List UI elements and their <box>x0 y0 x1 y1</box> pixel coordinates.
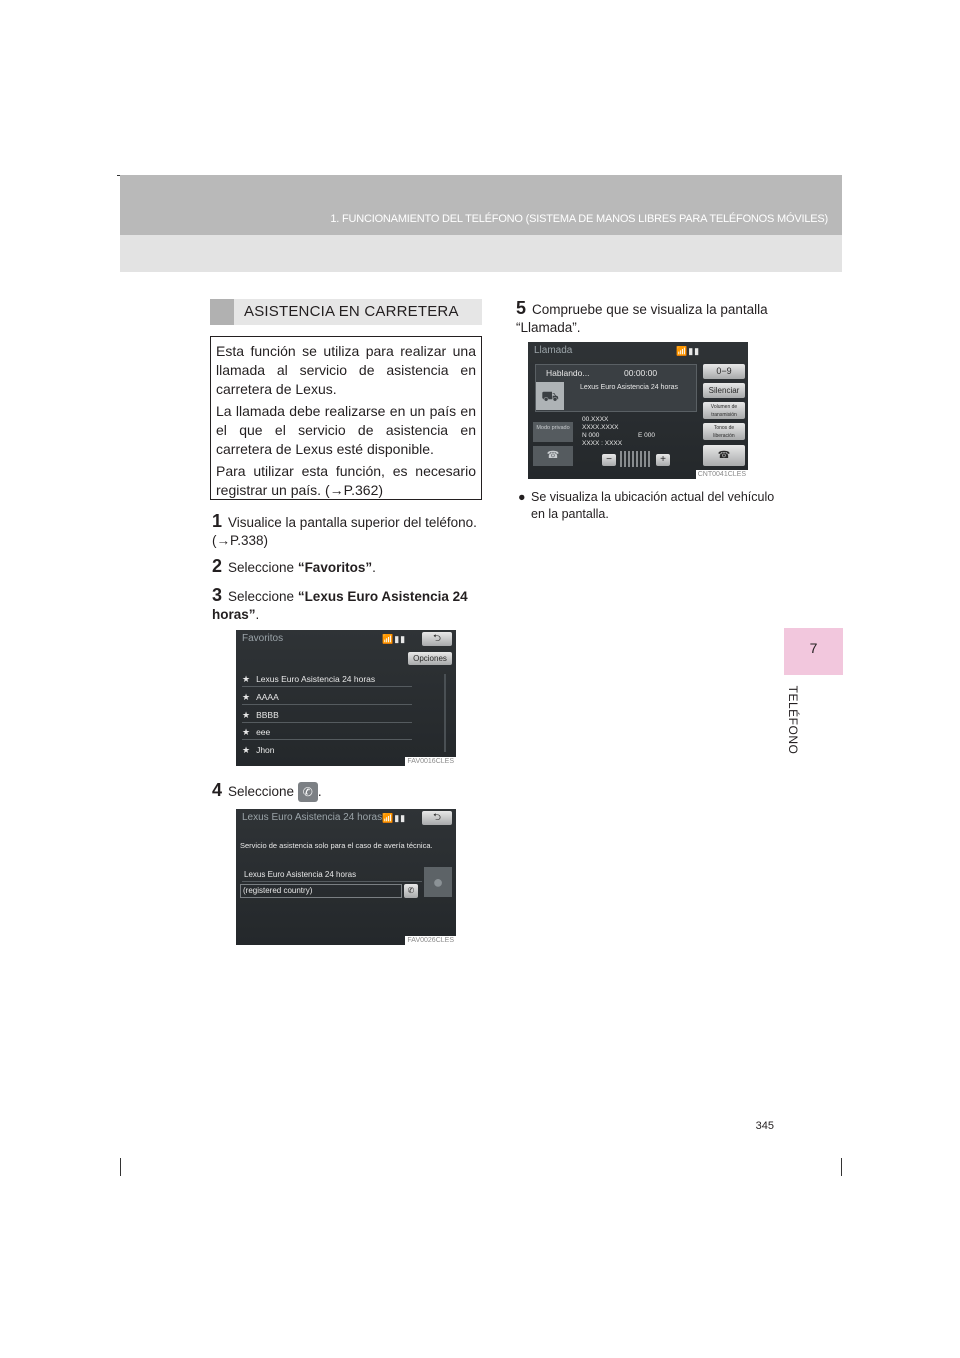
step-text: . <box>372 560 376 575</box>
screen-title: Lexus Euro Asistencia 24 horas <box>242 812 383 823</box>
chapter-label: TELÉFONO <box>786 685 800 755</box>
figure-code: FAV0016CLES <box>407 758 454 765</box>
step-3 <box>212 586 482 624</box>
keypad-button[interactable]: 0−9 <box>703 364 745 379</box>
step-text: Seleccione <box>228 784 298 799</box>
favorite-item-label: AAAA <box>256 692 279 702</box>
favorite-item-label: BBBB <box>256 710 279 720</box>
step-number: 5 <box>516 298 527 318</box>
step-number: 4 <box>212 780 223 800</box>
status-icons: 📶▮▮ <box>382 634 407 644</box>
location-east: E 000 <box>638 432 655 439</box>
step-number: 2 <box>212 556 223 576</box>
contact-screen <box>236 809 456 945</box>
step-5 <box>516 299 778 337</box>
volume-down-button[interactable]: − <box>602 454 616 466</box>
chapter-number: 7 <box>809 640 818 656</box>
step-text: Seleccione <box>228 589 298 604</box>
private-mode-button[interactable]: Modo privado <box>533 422 573 442</box>
header-subband <box>120 235 842 272</box>
chapter-header-title: 1. FUNCIONAMIENTO DEL TELÉFONO (SISTEMA DE MANOS LIBRES PARA TELÉFONOS MÓVILES) <box>330 213 828 225</box>
screen-title: Favoritos <box>242 633 284 644</box>
step-text: Seleccione <box>228 560 298 575</box>
favorite-item[interactable] <box>242 710 279 721</box>
location-line: XXXX : XXXX <box>582 440 623 447</box>
tow-truck-icon: ⛟ <box>536 382 564 410</box>
step-4 <box>212 781 482 802</box>
figure-code: FAV0026CLES <box>407 937 454 944</box>
step-1 <box>212 512 482 550</box>
bullet-item <box>518 489 780 523</box>
favorite-item[interactable] <box>242 692 279 703</box>
step-text: . <box>317 784 322 799</box>
bullet-text: Se visualiza la ubicación actual del vehículo en la pantalla. <box>531 490 775 521</box>
end-call-button[interactable]: ☎ <box>533 446 573 466</box>
star-icon: ★ <box>242 745 251 755</box>
divider <box>242 739 412 740</box>
page-number: 345 <box>755 1120 774 1132</box>
scrollbar[interactable] <box>444 674 446 752</box>
favorite-item[interactable] <box>242 727 270 738</box>
location-line: XXXX.XXXX <box>582 424 619 431</box>
step-number: 1 <box>212 511 223 531</box>
contact-avatar: ● <box>424 867 452 897</box>
location-line: 00.XXXX <box>582 416 609 423</box>
status-icons: 📶▮▮ <box>382 813 407 823</box>
tones-button[interactable]: Tonos de liberación <box>703 423 745 440</box>
divider <box>242 722 412 723</box>
volume-button[interactable]: Volumen de transmisión <box>703 402 745 419</box>
section-title: ASISTENCIA EN CARRETERA <box>244 303 459 320</box>
mute-button[interactable]: Silenciar <box>703 383 745 398</box>
contact-name: Lexus Euro Asistencia 24 horas <box>244 870 357 879</box>
favorite-item[interactable] <box>242 745 275 756</box>
star-icon: ★ <box>242 674 251 684</box>
header-band <box>120 175 842 235</box>
phone-icon: ✆ <box>298 782 318 802</box>
figure-code: CNT0041CLES <box>697 471 746 478</box>
star-icon: ★ <box>242 692 251 702</box>
favoritos-screen <box>236 630 456 766</box>
status-icons: 📶▮▮ <box>676 346 701 356</box>
call-timer: 00:00:00 <box>624 368 658 378</box>
favorite-item-label: eee <box>256 727 271 737</box>
call-button[interactable]: ✆ <box>404 884 418 898</box>
info-paragraph: Esta función se utiliza para realizar una llamada al servicio de asistencia en carretera de Lexus. <box>216 343 476 397</box>
star-icon: ★ <box>242 710 251 720</box>
favorite-item-label: Lexus Euro Asistencia 24 horas <box>256 674 376 684</box>
info-box <box>210 336 482 500</box>
volume-bar[interactable] <box>620 451 652 467</box>
info-paragraph: La llamada debe realizarse en un país en el que el servicio de asistencia en carretera de Lexus esté disponible. <box>216 403 476 457</box>
info-paragraph: Para utilizar esta función, es necesario registrar un país. (→P.362) <box>216 463 476 498</box>
favorite-item-label: Jhon <box>256 745 275 755</box>
contact-number: (registered country) <box>243 886 313 895</box>
divider <box>242 704 412 705</box>
bullet-dot: ● <box>518 490 526 504</box>
step-number: 3 <box>212 585 223 605</box>
service-notice: Servicio de asistencia solo para el caso de avería técnica. <box>240 841 433 850</box>
back-button[interactable]: ⮌ <box>422 632 452 646</box>
step-text: . <box>255 607 260 622</box>
step-bold-text: “Favoritos” <box>297 560 373 575</box>
crop-mark <box>841 1158 842 1176</box>
hangup-button[interactable]: ☎ <box>703 445 745 466</box>
caller-name: Lexus Euro Asistencia 24 horas <box>580 384 679 391</box>
star-icon: ★ <box>242 727 251 737</box>
llamada-screen <box>528 342 748 479</box>
divider <box>242 686 412 687</box>
screen-title: Llamada <box>534 345 573 356</box>
options-button[interactable]: Opciones <box>408 652 452 665</box>
volume-up-button[interactable]: + <box>656 454 670 466</box>
favorite-item[interactable] <box>242 674 375 685</box>
call-status: Hablando... <box>546 368 590 378</box>
section-header-marker <box>210 299 234 325</box>
location-line: N 000 <box>582 432 600 439</box>
step-text: Visualice la pantalla superior del teléfono. (→P.338) <box>212 515 477 548</box>
section-header <box>210 299 482 325</box>
crop-mark <box>120 1158 121 1176</box>
divider <box>242 881 422 882</box>
step-bold-text: “Lexus Euro Asistencia 24 horas” <box>212 589 468 622</box>
step-2 <box>212 557 482 577</box>
step-text: Compruebe que se visualiza la pantalla “Llamada”. <box>516 302 768 335</box>
back-button[interactable]: ⮌ <box>422 811 452 825</box>
